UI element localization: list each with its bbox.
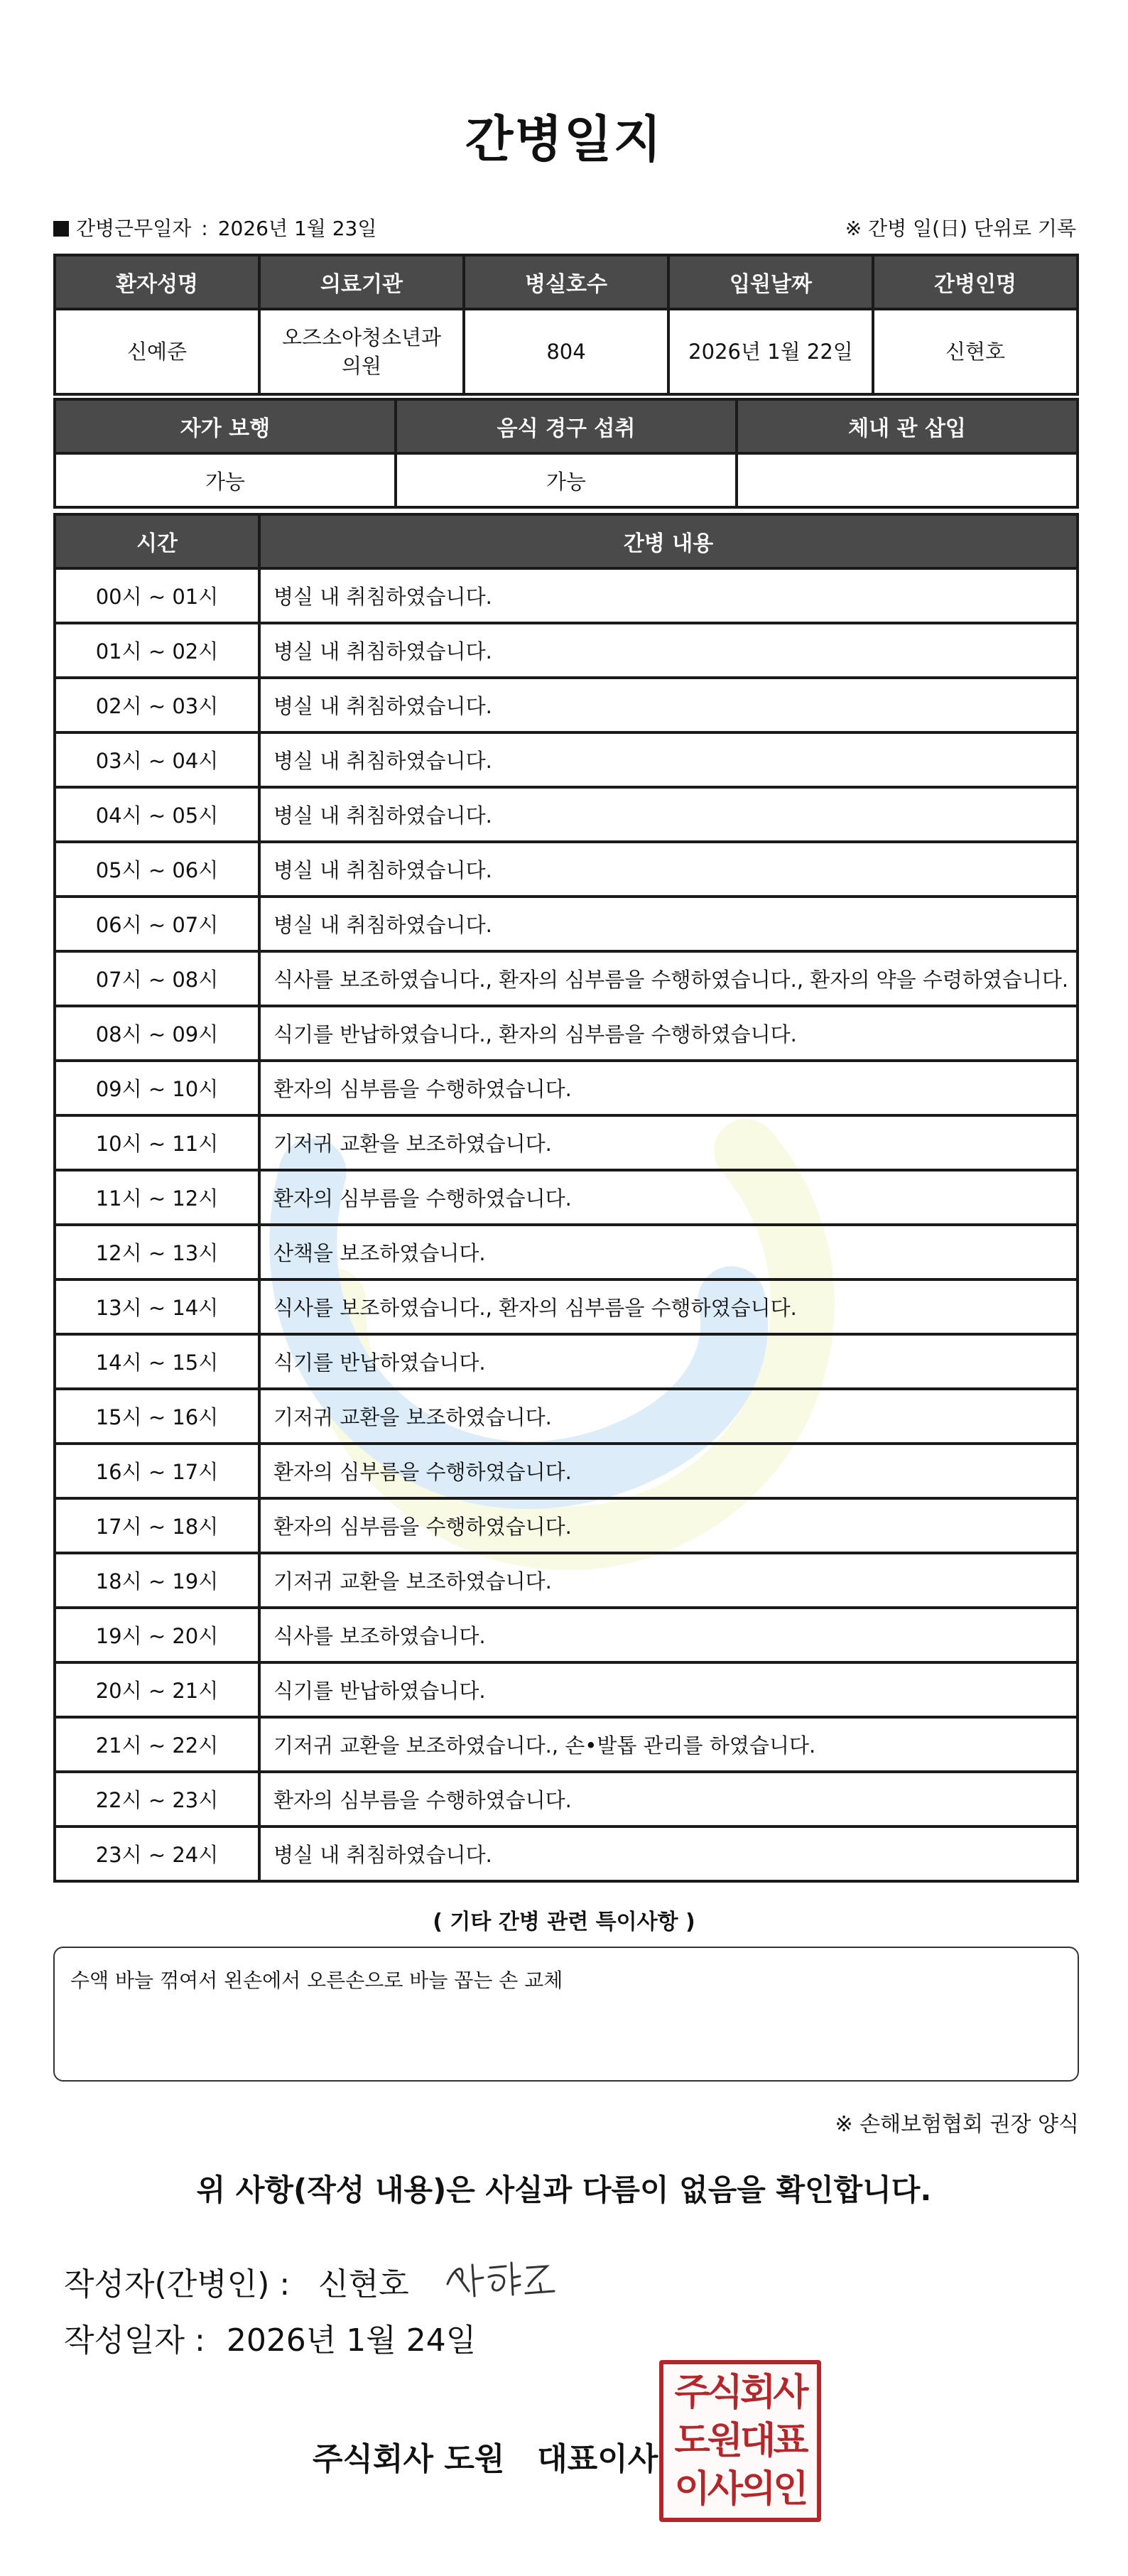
care-log-time: 19시 ~ 20시 bbox=[55, 1608, 259, 1662]
care-log-content: 병실 내 취침하였습니다. bbox=[259, 897, 1078, 951]
care-log-content: 병실 내 취침하였습니다. bbox=[259, 732, 1078, 787]
written-date-line bbox=[64, 2315, 476, 2360]
header-tube-insertion: 체내 관 삽입 bbox=[737, 399, 1078, 453]
care-log-time: 03시 ~ 04시 bbox=[55, 732, 259, 787]
care-log-content: 기저귀 교환을 보조하였습니다. bbox=[259, 1553, 1078, 1608]
patient-info-value-row bbox=[55, 309, 1078, 394]
care-log-row bbox=[55, 623, 1078, 678]
care-log-header-row bbox=[55, 514, 1078, 568]
care-log-row bbox=[55, 897, 1078, 951]
header-caregiver-name: 간병인명 bbox=[873, 255, 1078, 309]
writer-name: 신현호 bbox=[318, 2266, 409, 2302]
square-bullet-icon bbox=[53, 221, 69, 237]
colon: : bbox=[201, 217, 208, 240]
care-log-time: 01시 ~ 02시 bbox=[55, 623, 259, 678]
self-walking-value: 가능 bbox=[55, 453, 396, 507]
header-time: 시간 bbox=[55, 514, 259, 568]
handwritten-signature bbox=[440, 2252, 561, 2309]
oral-intake-value: 가능 bbox=[396, 453, 737, 507]
care-log-content: 환자의 심부름을 수행하였습니다. bbox=[259, 1444, 1078, 1498]
header-self-walking: 자가 보행 bbox=[55, 399, 396, 453]
care-log-row bbox=[55, 1225, 1078, 1279]
care-log-content: 환자의 심부름을 수행하였습니다. bbox=[259, 1498, 1078, 1553]
work-date bbox=[53, 213, 376, 242]
seal-line-3: 이사의인 bbox=[674, 2467, 806, 2511]
care-log-row bbox=[55, 1662, 1078, 1717]
care-log-row bbox=[55, 842, 1078, 897]
care-log-content: 산책을 보조하였습니다. bbox=[259, 1225, 1078, 1279]
writer-label: 작성자(간병인) : bbox=[64, 2266, 291, 2302]
care-log-content: 병실 내 취침하였습니다. bbox=[259, 568, 1078, 623]
care-log-time: 14시 ~ 15시 bbox=[55, 1334, 259, 1389]
patient-status-table bbox=[53, 398, 1079, 509]
patient-info-table bbox=[53, 254, 1079, 396]
care-log-time: 17시 ~ 18시 bbox=[55, 1498, 259, 1553]
work-date-label: 간병근무일자 bbox=[76, 217, 192, 240]
meta-row bbox=[53, 213, 1076, 244]
hospital-name: 오즈소아청소년과의원 bbox=[259, 309, 464, 394]
care-log-row bbox=[55, 1444, 1078, 1498]
care-log-content: 식사를 보조하였습니다. bbox=[259, 1608, 1078, 1662]
care-log-content: 기저귀 교환을 보조하였습니다., 손•발톱 관리를 하였습니다. bbox=[259, 1717, 1078, 1772]
care-log-time: 12시 ~ 13시 bbox=[55, 1225, 259, 1279]
care-log-content: 병실 내 취침하였습니다. bbox=[259, 842, 1078, 897]
care-log-row bbox=[55, 678, 1078, 732]
care-log-time: 04시 ~ 05시 bbox=[55, 787, 259, 842]
care-log-time: 02시 ~ 03시 bbox=[55, 678, 259, 732]
care-log-table bbox=[53, 513, 1079, 1883]
admission-date: 2026년 1월 22일 bbox=[668, 309, 873, 394]
patient-status-header-row bbox=[55, 399, 1078, 453]
care-log-content: 병실 내 취침하였습니다. bbox=[259, 1827, 1078, 1881]
form-source-note: ※ 손해보험협회 권장 양식 bbox=[835, 2112, 1079, 2137]
work-date-value: 2026년 1월 23일 bbox=[217, 217, 377, 240]
care-log-row bbox=[55, 951, 1078, 1006]
care-log-time: 05시 ~ 06시 bbox=[55, 842, 259, 897]
seal-line-2: 도원대표 bbox=[674, 2419, 806, 2462]
care-log-row bbox=[55, 568, 1078, 623]
care-log-time: 16시 ~ 17시 bbox=[55, 1444, 259, 1498]
care-log-content: 환자의 심부름을 수행하였습니다. bbox=[259, 1170, 1078, 1225]
care-log-time: 06시 ~ 07시 bbox=[55, 897, 259, 951]
care-log-row bbox=[55, 1608, 1078, 1662]
care-log-row bbox=[55, 1115, 1078, 1170]
caregiver-name: 신현호 bbox=[873, 309, 1078, 394]
header-care-content: 간병 내용 bbox=[259, 514, 1078, 568]
patient-status-value-row bbox=[55, 453, 1078, 507]
care-log-time: 21시 ~ 22시 bbox=[55, 1717, 259, 1772]
care-log-time: 20시 ~ 21시 bbox=[55, 1662, 259, 1717]
notes-title: ( 기타 간병 관련 특이사항 ) bbox=[433, 1910, 695, 1934]
unit-note: ※ 간병 일(日) 단위로 기록 bbox=[845, 217, 1076, 240]
care-log-row bbox=[55, 1279, 1078, 1334]
document-title: 간병일지 bbox=[465, 110, 663, 168]
care-log-time: 11시 ~ 12시 bbox=[55, 1170, 259, 1225]
patient-name: 신예준 bbox=[55, 309, 259, 394]
care-log-time: 09시 ~ 10시 bbox=[55, 1061, 259, 1115]
care-log-content: 식기를 반납하였습니다. bbox=[259, 1662, 1078, 1717]
care-log-row bbox=[55, 1553, 1078, 1608]
care-log-row bbox=[55, 1498, 1078, 1553]
care-log-content: 식사를 보조하였습니다., 환자의 심부름을 수행하였습니다., 환자의 약을 수령하였습니다. bbox=[259, 951, 1078, 1006]
care-log-row bbox=[55, 1006, 1078, 1061]
care-log-content: 병실 내 취침하였습니다. bbox=[259, 787, 1078, 842]
care-log-content: 병실 내 취침하였습니다. bbox=[259, 623, 1078, 678]
care-log-row bbox=[55, 1061, 1078, 1115]
header-oral-intake: 음식 경구 섭취 bbox=[396, 399, 737, 453]
writer-line bbox=[64, 2252, 561, 2309]
special-notes-text: 수액 바늘 꺾여서 왼손에서 오른손으로 바늘 꼽는 손 교체 bbox=[70, 1969, 563, 1992]
care-log-row bbox=[55, 1389, 1078, 1444]
written-date-value: 2026년 1월 24일 bbox=[226, 2322, 477, 2359]
care-log-content: 기저귀 교환을 보조하였습니다. bbox=[259, 1115, 1078, 1170]
care-log-content: 식기를 반납하였습니다., 환자의 심부름을 수행하였습니다. bbox=[259, 1006, 1078, 1061]
header-admission-date: 입원날짜 bbox=[668, 255, 873, 309]
header-room-number: 병실호수 bbox=[464, 255, 668, 309]
care-log-content: 환자의 심부름을 수행하였습니다. bbox=[259, 1061, 1078, 1115]
seal-line-1: 주식회사 bbox=[674, 2371, 806, 2414]
care-log-time: 18시 ~ 19시 bbox=[55, 1553, 259, 1608]
care-log-time: 22시 ~ 23시 bbox=[55, 1772, 259, 1827]
care-log-row bbox=[55, 1334, 1078, 1389]
care-log-time: 23시 ~ 24시 bbox=[55, 1827, 259, 1881]
care-log-row bbox=[55, 1170, 1078, 1225]
company-representative: 주식회사 도원 대표이사 bbox=[313, 2441, 658, 2477]
care-log-body bbox=[55, 568, 1078, 1881]
care-log-row bbox=[55, 787, 1078, 842]
care-log-content: 환자의 심부름을 수행하였습니다. bbox=[259, 1772, 1078, 1827]
care-log-content: 기저귀 교환을 보조하였습니다. bbox=[259, 1389, 1078, 1444]
written-date-label: 작성일자 : bbox=[64, 2322, 205, 2359]
header-patient-name: 환자성명 bbox=[55, 255, 259, 309]
care-log-time: 13시 ~ 14시 bbox=[55, 1279, 259, 1334]
care-log-row bbox=[55, 1827, 1078, 1881]
care-log-time: 07시 ~ 08시 bbox=[55, 951, 259, 1006]
care-log-time: 15시 ~ 16시 bbox=[55, 1389, 259, 1444]
care-log-row bbox=[55, 1717, 1078, 1772]
care-log-time: 10시 ~ 11시 bbox=[55, 1115, 259, 1170]
care-log-content: 식사를 보조하였습니다., 환자의 심부름을 수행하였습니다. bbox=[259, 1279, 1078, 1334]
tube-insertion-value bbox=[737, 453, 1078, 507]
room-number: 804 bbox=[464, 309, 668, 394]
care-log-time: 00시 ~ 01시 bbox=[55, 568, 259, 623]
care-log-row bbox=[55, 1772, 1078, 1827]
care-log-time: 08시 ~ 09시 bbox=[55, 1006, 259, 1061]
confirmation-statement: 위 사항(작성 내용)은 사실과 다름이 없음을 확인합니다. bbox=[196, 2172, 932, 2207]
header-hospital: 의료기관 bbox=[259, 255, 464, 309]
care-log-content: 식기를 반납하였습니다. bbox=[259, 1334, 1078, 1389]
care-log-content: 병실 내 취침하였습니다. bbox=[259, 678, 1078, 732]
patient-info-header-row bbox=[55, 255, 1078, 309]
company-seal-stamp bbox=[659, 2360, 821, 2522]
care-log-row bbox=[55, 732, 1078, 787]
special-notes-box bbox=[53, 1947, 1079, 2082]
